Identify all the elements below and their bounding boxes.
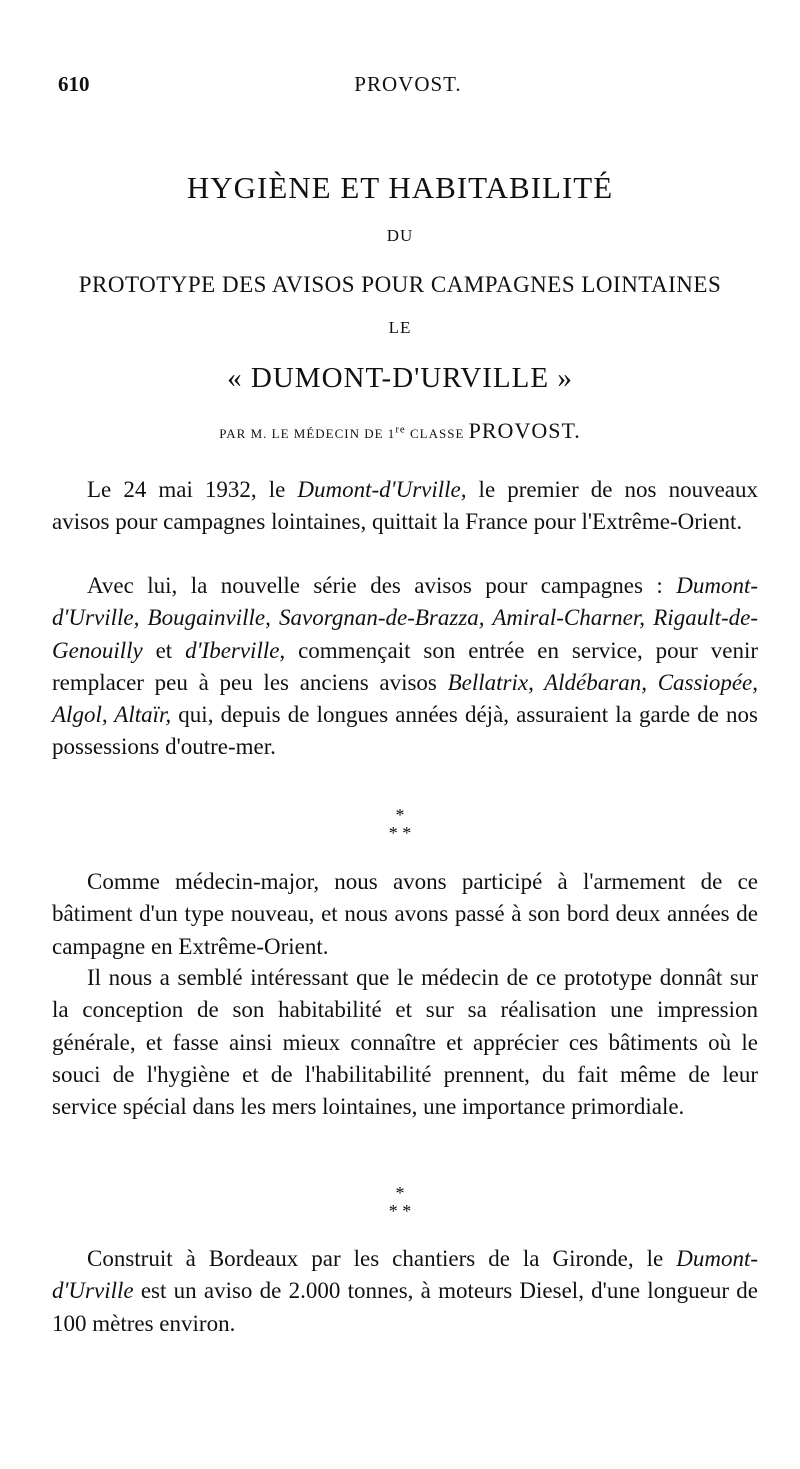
article-title-line-1: HYGIÈNE ET HABITABILITÉ <box>186 170 614 205</box>
page-number: 610 <box>58 72 90 96</box>
paragraph-4-text: Il nous a semblé intéressant que le médecin de ce prototype donnât sur la conception de son habitabilité et sur sa réalisation une impression générale, et fasse ainsi mieux connaître et apprécier ces bâtiments où le souci de l'hygiène et de l'habilitabilité prennent, du fait même de leur service spécial dans les mers lointaines, une importance primordiale. <box>52 965 758 1120</box>
paragraph-3 <box>52 866 758 963</box>
separator-top-star: * <box>395 1183 405 1203</box>
paragraph-1-text-b: le premier de nos nouveaux avisos pour campagnes lointaines, quittait la France pour l'Extrême-Orient. <box>52 477 758 535</box>
ship-name-italic: Dumont-d'Urville <box>52 1246 758 1304</box>
paragraph-5 <box>52 1243 758 1340</box>
ship-list-italic: Dumont-d'Urville, Bougainville, Savorgnan-de-Brazza, Amiral-Charner, Rigault-de-Genouilly <box>52 573 758 663</box>
running-title: PROVOST. <box>354 72 462 96</box>
paragraph-2-text-a: Avec lui, la nouvelle série des avisos pour campagnes : <box>87 573 677 598</box>
byline-author: PROVOST. <box>468 418 581 443</box>
section-separator <box>360 806 440 842</box>
byline-superscript: re <box>395 423 406 436</box>
paragraph-5-text-a: Construit à Bordeaux par les chantiers de la Gironde, le <box>87 1246 677 1271</box>
paragraph-3-text: Comme médecin-major, nous avons participé à l'armement de ce bâtiment d'un type nouveau, et nous avons passé à son bord deux années de campagne en Extrême-Orient. <box>52 869 758 959</box>
author-byline <box>40 418 760 444</box>
separator-bottom-stars: * * <box>388 1201 412 1221</box>
article-title-ship-name: « DUMONT-D'URVILLE » <box>227 362 573 394</box>
byline-prefix: PAR M. LE MÉDECIN DE 1 <box>219 426 396 441</box>
paragraph-2-text-d: qui, depuis de longues années déjà, assuraient la garde de nos possessions d'outre-mer. <box>52 702 758 760</box>
section-separator <box>360 1184 440 1220</box>
ship-name-italic: d'Iberville, <box>185 637 286 663</box>
article-title-line-4: LE <box>388 318 412 337</box>
paragraph-1-text-a: Le 24 mai 1932, le <box>87 477 298 502</box>
paragraph-4 <box>52 962 758 1123</box>
separator-bottom-stars: * * <box>388 823 412 843</box>
paragraph-2-text-c: commençait son entrée en service, pour venir remplacer peu à peu les anciens avisos <box>52 637 758 695</box>
old-ship-list-italic: Bellatrix, Aldébaran, Cassiopée, Algol, Altaïr, <box>52 669 758 728</box>
article-title-line-2: DU <box>386 226 414 245</box>
paragraph-2-text-b: et <box>142 637 186 663</box>
running-header <box>58 72 758 102</box>
paragraph-2 <box>52 570 758 764</box>
separator-top-star: * <box>395 805 405 825</box>
paragraph-5-text-b: est un aviso de 2.000 tonnes, à moteurs Diesel, d'une longueur de 100 mètres environ. <box>52 1278 758 1336</box>
ship-name-italic: Dumont-d'Urville, <box>297 477 467 502</box>
paragraph-1 <box>52 474 758 539</box>
byline-middle: CLASSE <box>405 426 469 441</box>
article-title-line-3: PROTOTYPE DES AVISOS POUR CAMPAGNES LOINTAINES <box>78 272 722 297</box>
